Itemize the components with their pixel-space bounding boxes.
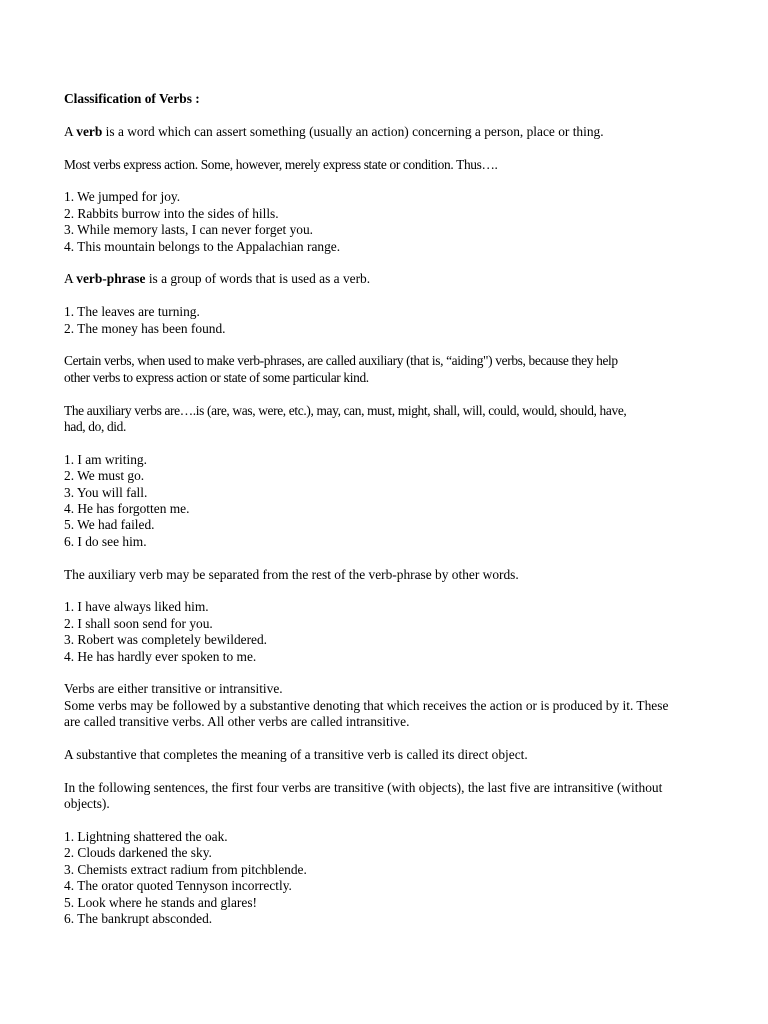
example-list-verb-phrase	[64, 304, 704, 337]
list-item: 1. The leaves are turning.	[64, 304, 200, 320]
list-item: 1. Lightning shattered the oak.	[64, 829, 228, 845]
example-list-separated	[64, 599, 704, 665]
action-paragraph: Most verbs express action. Some, however, merely express state or condition. Thus….	[64, 156, 498, 172]
verb-definition: A verb is a word which can assert something (usually an action) concerning a person, place or thing.	[64, 123, 604, 139]
separation-paragraph: The auxiliary verb may be separated from the rest of the verb-phrase by other words.	[64, 566, 519, 582]
term-verb-phrase: verb-phrase	[76, 271, 146, 287]
list-item: 2. We must go.	[64, 468, 145, 484]
list-item: 1. We jumped for joy.	[64, 189, 181, 205]
list-item: 4. He has forgotten me.	[64, 501, 190, 517]
auxiliary-paragraph: Certain verbs, when used to make verb-phrases, are called auxiliary (that is, “aiding") verbs, because they help other verbs to express action or state of some particular kind.	[64, 353, 618, 385]
transitive-paragraph: Verbs are either transitive or intransitive. Some verbs may be followed by a substantive denoting that which receives the action or is produced by it. These are called transitive verbs. All other verbs are called intransitive.	[64, 681, 669, 730]
list-item: 4. The orator quoted Tennyson incorrectly.	[64, 878, 292, 894]
document-title: Classification of Verbs :	[64, 91, 200, 106]
verb-phrase-definition: A verb-phrase is a group of words that is used as a verb.	[64, 271, 371, 287]
list-item: 6. I do see him.	[64, 533, 147, 549]
following-sentences-paragraph: In the following sentences, the first four verbs are transitive (with objects), the last five are intransitive (without objects).	[64, 779, 663, 812]
term-verb: verb	[76, 123, 103, 139]
auxiliary-verbs-paragraph: The auxiliary verbs are….is (are, was, were, etc.), may, can, must, might, shall, will, could, would, should, have, had, do, did.	[64, 402, 627, 435]
example-list-action	[64, 189, 704, 255]
list-item: 5. Look where he stands and glares!	[64, 894, 257, 910]
document-page	[64, 91, 704, 928]
list-item: 5. We had failed.	[64, 517, 155, 533]
list-item: 4. This mountain belongs to the Appalachian range.	[64, 238, 341, 254]
list-item: 3. You will fall.	[64, 484, 148, 500]
list-item: 6. The bankrupt absconded.	[64, 911, 213, 927]
list-item: 2. I shall soon send for you.	[64, 615, 213, 631]
direct-object-paragraph: A substantive that completes the meaning of a transitive verb is called its direct object.	[64, 747, 528, 763]
list-item: 2. Clouds darkened the sky.	[64, 845, 212, 861]
list-item: 4. He has hardly ever spoken to me.	[64, 648, 257, 664]
list-item: 3. Robert was completely bewildered.	[64, 632, 268, 648]
example-list-transitive	[64, 829, 704, 927]
list-item: 2. The money has been found.	[64, 320, 226, 336]
list-item: 2. Rabbits burrow into the sides of hills.	[64, 205, 279, 221]
list-item: 3. Chemists extract radium from pitchblende.	[64, 861, 307, 877]
example-list-auxiliary	[64, 452, 704, 550]
list-item: 1. I have always liked him.	[64, 599, 209, 615]
list-item: 1. I am writing.	[64, 451, 147, 467]
list-item: 3. While memory lasts, I can never forget you.	[64, 222, 314, 238]
